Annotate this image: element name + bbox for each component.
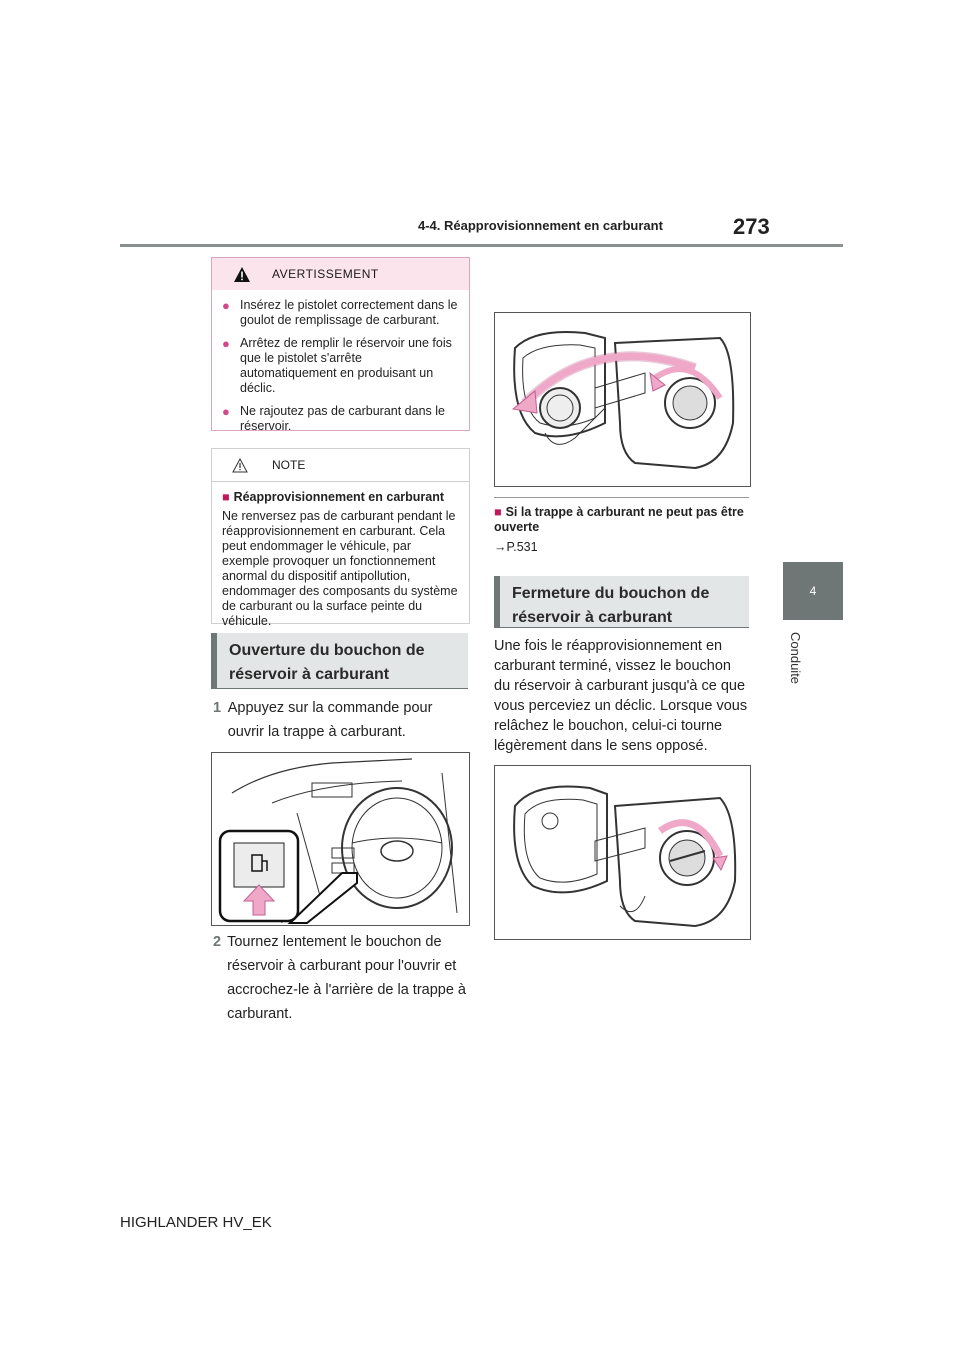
warning-title: AVERTISSEMENT xyxy=(272,267,379,281)
step-2: 2 Tournez lentement le bouchon de réservoir à carburant pour l'ouvrir et accrochez-le à l'arrière de la trappe à carburant. xyxy=(213,934,466,1022)
cap-open-figure xyxy=(494,312,751,487)
warning-triangle-icon xyxy=(234,267,250,282)
warning-box xyxy=(211,257,470,431)
bullet-icon: ● xyxy=(222,336,230,351)
warning-item: ● Arrêtez de remplir le réservoir une fois que le pistolet s'arrête automatiquement en produisant un déclic. xyxy=(222,336,452,395)
step-1: 1 Appuyez sur la commande pour ouvrir la trappe à carburant. xyxy=(213,700,433,740)
page-number: 273 xyxy=(733,214,770,239)
note-subheading: ■ Réapprovisionnement en carburant xyxy=(222,490,445,504)
note-title: NOTE xyxy=(272,458,306,472)
bullet-icon: ● xyxy=(222,404,230,419)
page-reference-link[interactable]: →P.531 xyxy=(494,540,538,554)
warning-item: ● Insérez le pistolet correctement dans le goulot de remplissage de carburant. xyxy=(222,298,458,327)
section-heading-open: Ouverture du bouchon de réservoir à carburant xyxy=(211,633,468,689)
square-bullet-icon: ■ xyxy=(494,505,502,519)
chapter-tab: 4 xyxy=(783,562,843,620)
bullet-icon: ● xyxy=(222,298,230,313)
footer-model: HIGHLANDER HV_EK xyxy=(120,1214,272,1231)
square-bullet-icon: ■ xyxy=(222,490,230,504)
warning-item: ● Ne rajoutez pas de carburant dans le réservoir. xyxy=(222,404,445,433)
chapter-label: Conduite xyxy=(788,632,803,685)
divider xyxy=(494,497,749,498)
cap-close-figure xyxy=(494,765,751,940)
note-text: Ne renversez pas de carburant pendant le réapprovisionnement en carburant. Cela peut endommager le véhicule, par exemple provoquer un fonctionnement anormal du dispositif antipollution, endommager des composants du système de carburant ou la surface peinte du véhicule. xyxy=(222,509,458,628)
closing-instructions: Une fois le réapprovisionnement en carburant terminé, vissez le bouchon du réservoir à carburant jusqu'à ce que vous perceviez un déclic. Lorsque vous relâchez le bouchon, celui-ci tourne légèrement dans le sens opposé. xyxy=(494,638,748,754)
section-title: 4-4. Réapprovisionnement en carburant xyxy=(418,218,663,233)
header-rule xyxy=(120,244,843,247)
warning-header xyxy=(212,258,469,290)
note-box xyxy=(211,448,470,628)
section-heading-close: Fermeture du bouchon de réservoir à carburant xyxy=(494,576,749,628)
subsection-heading: ■ Si la trappe à carburant ne peut pas être ouverte xyxy=(494,505,744,534)
dashboard-figure xyxy=(211,752,470,926)
note-header xyxy=(212,449,469,482)
caution-triangle-icon xyxy=(232,458,248,473)
